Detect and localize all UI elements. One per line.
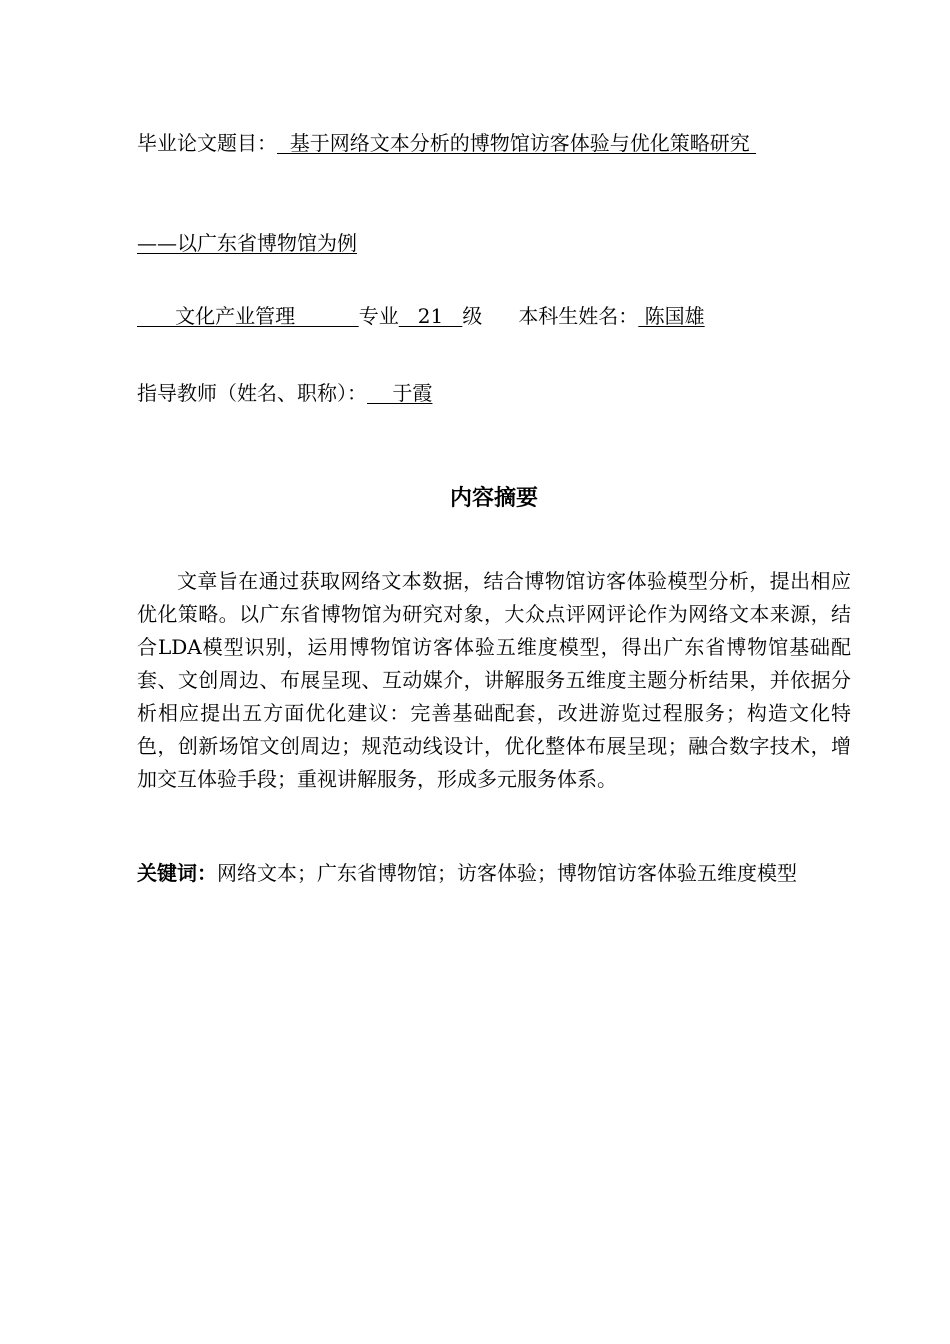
advisor-label: 指导教师（姓名、职称）：: [137, 381, 367, 405]
advisor-name: 于霞: [367, 381, 433, 405]
thesis-subtitle-line: [137, 231, 357, 255]
advisor-line: [137, 381, 432, 405]
keywords-value: 网络文本；广东省博物馆；访客体验；博物馆访客体验五维度模型: [217, 861, 797, 885]
keywords-label: 关键词：: [137, 861, 217, 885]
thesis-title-label: 毕业论文题目：: [137, 131, 277, 155]
thesis-subtitle: ——以广东省博物馆为例: [137, 231, 357, 255]
abstract-heading: 内容摘要: [449, 486, 538, 511]
major-label: 专业: [358, 304, 399, 328]
grade-label: 级: [462, 304, 483, 328]
abstract-body: 文章旨在通过获取网络文本数据，结合博物馆访客体验模型分析，提出相应优化策略。以广东省博物馆为研究对象，大众点评网评论作为网络文本来源，结合LDA模型识别，运用博物馆访客体验五维度模型，得出广东省博物馆基础配套、文创周边、布展呈现、互动媒介，讲解服务五维度主题分析结果，并依据分析相应提出五方面优化建议：完善基础配套，改进游览过程服务；构造文化特色，创新场馆文创周边；规范动线设计，优化整体布展呈现；融合数字技术，增加交互体验手段；重视讲解服务，形成多元服务体系。: [137, 569, 851, 791]
keywords-paragraph: [137, 857, 851, 890]
thesis-title-line: [137, 131, 756, 155]
major-value: 文化产业管理: [137, 304, 359, 328]
student-name-value: 陈国雄: [638, 304, 705, 328]
grade-value: 21: [398, 304, 463, 328]
student-name-label: 本科生姓名：: [518, 304, 639, 328]
thesis-title-main: 基于网络文本分析的博物馆访客体验与优化策略研究: [277, 131, 757, 155]
student-info-line: [137, 304, 705, 328]
